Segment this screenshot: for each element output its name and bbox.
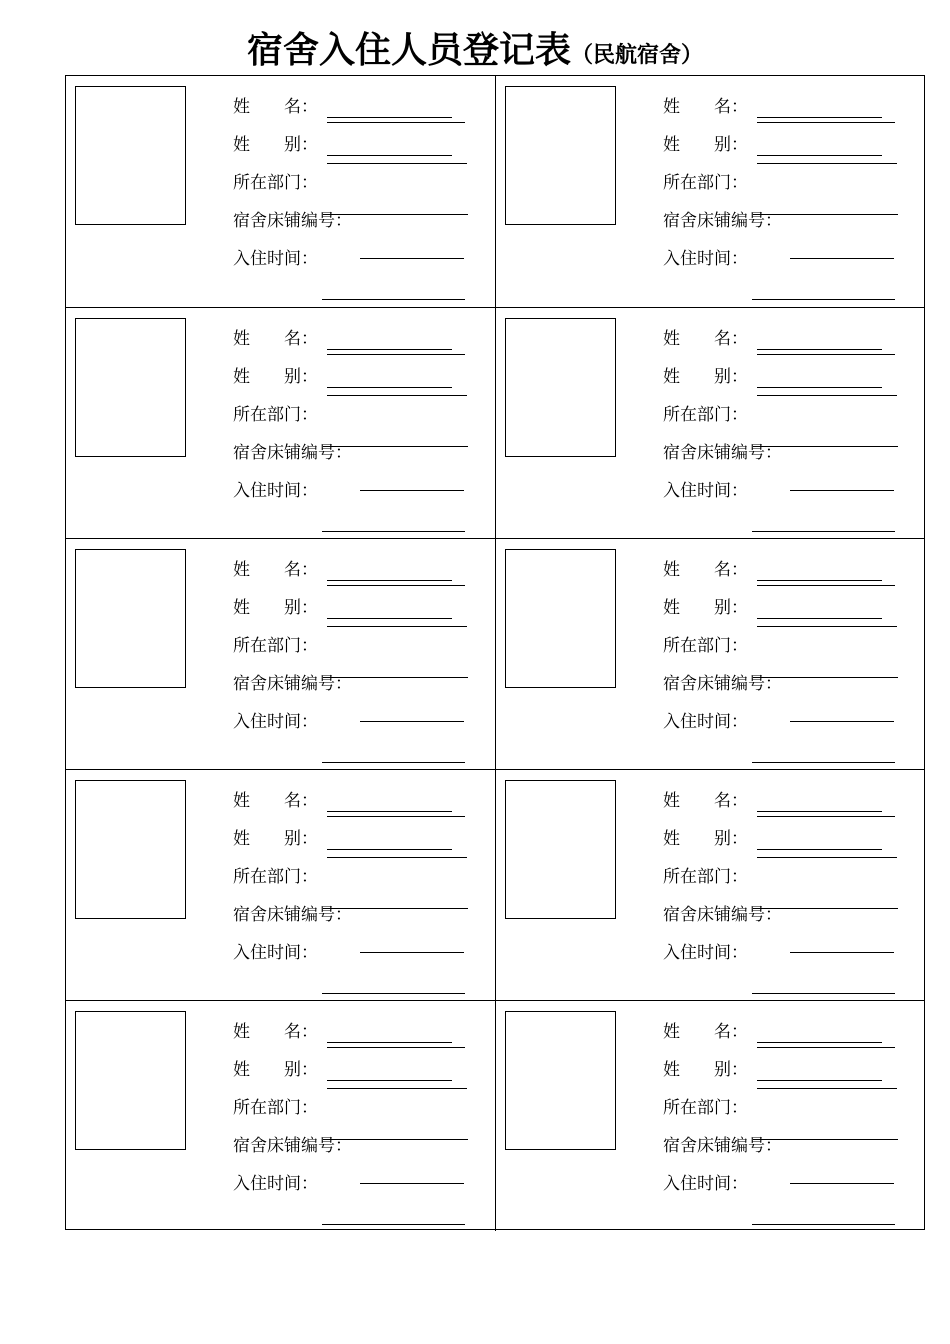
name-line-b[interactable] <box>327 816 465 817</box>
name-label: 姓 名： <box>233 1022 318 1042</box>
name-label: 姓 名： <box>663 1022 748 1042</box>
department-label: 所在部门： <box>663 173 748 193</box>
name-label: 姓 名： <box>663 97 748 117</box>
gender-label: 姓 别： <box>663 367 748 387</box>
registration-card-8 <box>495 769 925 1000</box>
bed-number-label: 宿舍床铺编号： <box>233 1136 352 1156</box>
name-label: 姓 名： <box>233 329 318 349</box>
checkin-time-line[interactable] <box>752 299 895 300</box>
name-line-b[interactable] <box>757 122 895 123</box>
bed-number-label: 宿舍床铺编号： <box>233 443 352 463</box>
photo-box <box>75 318 186 457</box>
checkin-time-label: 入住时间： <box>663 712 748 732</box>
registration-card-9 <box>66 1000 496 1231</box>
registration-grid <box>65 75 925 1230</box>
checkin-time-line[interactable] <box>322 762 465 763</box>
bed-number-label: 宿舍床铺编号： <box>663 443 782 463</box>
checkin-time-line[interactable] <box>752 531 895 532</box>
name-line-b[interactable] <box>757 1047 895 1048</box>
gender-line-a[interactable] <box>327 1080 452 1081</box>
gender-line-a[interactable] <box>327 618 452 619</box>
bed-number-line[interactable] <box>790 721 894 722</box>
photo-box <box>505 1011 616 1150</box>
name-line-b[interactable] <box>757 816 895 817</box>
checkin-time-label: 入住时间： <box>663 249 748 269</box>
gender-line-a[interactable] <box>757 155 882 156</box>
gender-line-b[interactable] <box>327 857 467 858</box>
registration-card-3 <box>66 307 496 538</box>
name-line-a[interactable] <box>757 349 882 350</box>
bed-number-line[interactable] <box>790 490 894 491</box>
registration-card-4 <box>495 307 925 538</box>
checkin-time-line[interactable] <box>322 299 465 300</box>
name-line-a[interactable] <box>327 117 452 118</box>
checkin-time-label: 入住时间： <box>663 1174 748 1194</box>
checkin-time-line[interactable] <box>752 1224 895 1225</box>
gender-label: 姓 别： <box>233 367 318 387</box>
gender-label: 姓 别： <box>663 135 748 155</box>
name-line-a[interactable] <box>757 117 882 118</box>
name-line-a[interactable] <box>327 349 452 350</box>
gender-line-b[interactable] <box>757 395 897 396</box>
gender-label: 姓 别： <box>663 598 748 618</box>
registration-card-7 <box>66 769 496 1000</box>
name-line-a[interactable] <box>327 580 452 581</box>
name-label: 姓 名： <box>233 560 318 580</box>
gender-line-a[interactable] <box>327 849 452 850</box>
gender-label: 姓 别： <box>233 829 318 849</box>
photo-box <box>505 780 616 919</box>
gender-line-a[interactable] <box>757 618 882 619</box>
gender-line-a[interactable] <box>327 387 452 388</box>
name-line-b[interactable] <box>757 354 895 355</box>
department-label: 所在部门： <box>233 1098 318 1118</box>
gender-label: 姓 别： <box>233 135 318 155</box>
checkin-time-line[interactable] <box>752 762 895 763</box>
bed-number-line[interactable] <box>360 490 464 491</box>
registration-card-1 <box>66 76 496 307</box>
department-label: 所在部门： <box>663 867 748 887</box>
department-label: 所在部门： <box>233 173 318 193</box>
name-line-b[interactable] <box>757 585 895 586</box>
checkin-time-label: 入住时间： <box>663 481 748 501</box>
photo-box <box>505 318 616 457</box>
title-main: 宿舍入住人员登记表 <box>246 30 571 71</box>
checkin-time-label: 入住时间： <box>233 481 318 501</box>
name-line-a[interactable] <box>757 580 882 581</box>
gender-label: 姓 别： <box>233 1060 318 1080</box>
gender-label: 姓 别： <box>663 829 748 849</box>
name-line-b[interactable] <box>327 122 465 123</box>
photo-box <box>75 86 186 225</box>
registration-card-2 <box>495 76 925 307</box>
name-line-a[interactable] <box>757 811 882 812</box>
photo-box <box>75 1011 186 1150</box>
name-label: 姓 名： <box>663 791 748 811</box>
gender-line-b[interactable] <box>757 857 897 858</box>
checkin-time-line[interactable] <box>322 1224 465 1225</box>
photo-box <box>75 549 186 688</box>
checkin-time-line[interactable] <box>322 993 465 994</box>
gender-line-a[interactable] <box>757 849 882 850</box>
name-line-a[interactable] <box>327 811 452 812</box>
department-label: 所在部门： <box>233 867 318 887</box>
name-label: 姓 名： <box>233 791 318 811</box>
gender-line-b[interactable] <box>757 1088 897 1089</box>
gender-line-b[interactable] <box>327 1088 467 1089</box>
department-label: 所在部门： <box>663 636 748 656</box>
department-label: 所在部门： <box>663 405 748 425</box>
registration-card-10 <box>495 1000 925 1231</box>
bed-number-label: 宿舍床铺编号： <box>233 674 352 694</box>
bed-number-line[interactable] <box>790 258 894 259</box>
registration-card-5 <box>66 538 496 769</box>
name-label: 姓 名： <box>233 97 318 117</box>
name-line-b[interactable] <box>327 1047 465 1048</box>
bed-number-line[interactable] <box>360 721 464 722</box>
title-sub: （民航宿舍） <box>571 43 704 68</box>
bed-number-line[interactable] <box>790 1183 894 1184</box>
name-label: 姓 名： <box>663 329 748 349</box>
checkin-time-label: 入住时间： <box>233 712 318 732</box>
bed-number-label: 宿舍床铺编号： <box>663 905 782 925</box>
gender-line-b[interactable] <box>327 163 467 164</box>
bed-number-line[interactable] <box>790 952 894 953</box>
name-label: 姓 名： <box>663 560 748 580</box>
gender-line-a[interactable] <box>327 155 452 156</box>
checkin-time-label: 入住时间： <box>233 943 318 963</box>
checkin-time-label: 入住时间： <box>233 249 318 269</box>
gender-line-b[interactable] <box>327 626 467 627</box>
checkin-time-label: 入住时间： <box>663 943 748 963</box>
bed-number-label: 宿舍床铺编号： <box>233 905 352 925</box>
bed-number-label: 宿舍床铺编号： <box>663 211 782 231</box>
name-line-b[interactable] <box>327 354 465 355</box>
gender-line-a[interactable] <box>757 1080 882 1081</box>
department-label: 所在部门： <box>233 636 318 656</box>
photo-box <box>75 780 186 919</box>
bed-number-line[interactable] <box>360 1183 464 1184</box>
gender-label: 姓 别： <box>663 1060 748 1080</box>
photo-box <box>505 549 616 688</box>
gender-line-b[interactable] <box>757 626 897 627</box>
gender-line-b[interactable] <box>757 163 897 164</box>
bed-number-line[interactable] <box>360 952 464 953</box>
checkin-time-line[interactable] <box>752 993 895 994</box>
name-line-a[interactable] <box>757 1042 882 1043</box>
page-title <box>0 22 950 73</box>
name-line-b[interactable] <box>327 585 465 586</box>
gender-label: 姓 别： <box>233 598 318 618</box>
bed-number-label: 宿舍床铺编号： <box>233 211 352 231</box>
gender-line-a[interactable] <box>757 387 882 388</box>
registration-card-6 <box>495 538 925 769</box>
checkin-time-label: 入住时间： <box>233 1174 318 1194</box>
department-label: 所在部门： <box>663 1098 748 1118</box>
photo-box <box>505 86 616 225</box>
department-label: 所在部门： <box>233 405 318 425</box>
bed-number-label: 宿舍床铺编号： <box>663 1136 782 1156</box>
gender-line-b[interactable] <box>327 395 467 396</box>
bed-number-label: 宿舍床铺编号： <box>663 674 782 694</box>
checkin-time-line[interactable] <box>322 531 465 532</box>
bed-number-line[interactable] <box>360 258 464 259</box>
name-line-a[interactable] <box>327 1042 452 1043</box>
